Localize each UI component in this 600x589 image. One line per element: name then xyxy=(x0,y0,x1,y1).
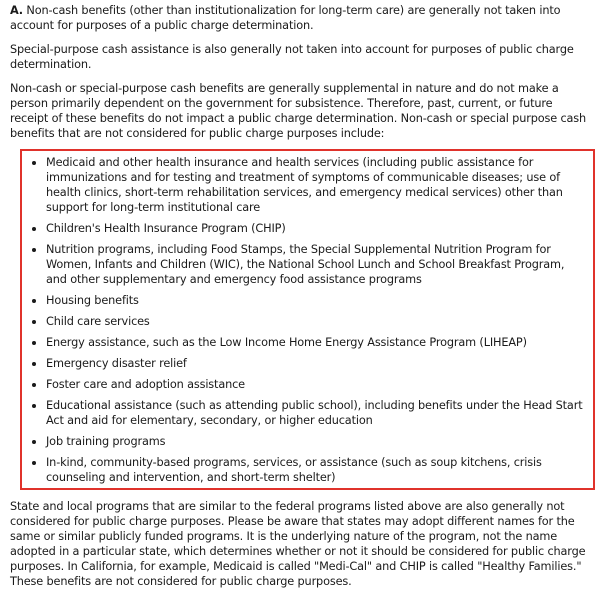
bullet-icon xyxy=(32,404,36,408)
bullet-icon xyxy=(32,320,36,324)
bullet-icon xyxy=(32,461,36,465)
bullet-icon xyxy=(32,362,36,366)
section-letter: A. xyxy=(10,4,23,17)
list-item xyxy=(32,434,587,449)
bullet-icon xyxy=(32,248,36,252)
intro-paragraph-2: Special-purpose cash assistance is also generally not taken into account for purposes of public charge determination. xyxy=(10,43,574,71)
list-item xyxy=(32,221,587,236)
list-item xyxy=(32,335,587,350)
list-item xyxy=(32,398,587,428)
intro-paragraph-3: Non-cash or special-purpose cash benefits are generally supplemental in nature and do not make a person primarily dependent on the government for subsistence. Therefore, past, current, or future receipt of these benefits do not impact a public charge determination. Non-cash or special purpose cash benefits that are not considered for public charge purposes include: xyxy=(10,82,587,140)
intro-paragraph-1 xyxy=(10,3,594,33)
list-item-text: Medicaid and other health insurance and health services (including public assistance for immunizations and for testing and treatment of symptoms of communicable diseases; use of health clinics, short-term rehabilitation services, and emergency medical services) other than support for long-term institutional care xyxy=(46,156,563,214)
list-item xyxy=(32,242,587,287)
list-item-text: Child care services xyxy=(46,315,150,328)
list-item xyxy=(32,377,587,392)
benefits-list xyxy=(32,155,587,485)
list-item-text: Job training programs xyxy=(46,435,166,448)
list-item-text: Foster care and adoption assistance xyxy=(46,378,245,391)
bullet-icon xyxy=(32,341,36,345)
bullet-icon xyxy=(32,440,36,444)
intro-paragraph-1-text: Non-cash benefits (other than institutionalization for long-term care) are generally not taken into account for purposes of a public charge determination. xyxy=(10,4,561,32)
bullet-icon xyxy=(32,161,36,165)
list-item xyxy=(32,314,587,329)
list-item-text: Energy assistance, such as the Low Income Home Energy Assistance Program (LIHEAP) xyxy=(46,336,527,349)
list-item-text: Nutrition programs, including Food Stamps, the Special Supplemental Nutrition Program for Women, Infants and Children (WIC), the National School Lunch and School Breakfast Program, and other supplementary and emergency food assistance programs xyxy=(46,243,565,286)
list-item-text: Children's Health Insurance Program (CHIP) xyxy=(46,222,286,235)
list-item xyxy=(32,356,587,371)
list-item-text: Emergency disaster relief xyxy=(46,357,187,370)
highlighted-benefits-box xyxy=(20,149,595,490)
list-item-text: In-kind, community-based programs, services, or assistance (such as soup kitchens, crisis counseling and intervention, and short-term shelter) xyxy=(46,456,542,484)
bullet-icon xyxy=(32,227,36,231)
bullet-icon xyxy=(32,299,36,303)
list-item-text: Educational assistance (such as attending public school), including benefits under the Head Start Act and aid for elementary, secondary, or higher education xyxy=(46,399,583,427)
list-item-text: Housing benefits xyxy=(46,294,139,307)
bullet-icon xyxy=(32,383,36,387)
closing-paragraph: State and local programs that are similar to the federal programs listed above are also generally not considered for public charge purposes. Please be aware that states may adopt different names for the same or similar publicly funded programs. It is the underlying nature of the program, not the name adopted in a particular state, which determines whether or not it should be considered for public charge purposes. In California, for example, Medicaid is called "Medi-Cal" and CHIP is called "Healthy Families." These benefits are not considered for public charge purposes. xyxy=(10,500,586,588)
list-item xyxy=(32,455,587,485)
list-item xyxy=(32,293,587,308)
list-item xyxy=(32,155,587,215)
